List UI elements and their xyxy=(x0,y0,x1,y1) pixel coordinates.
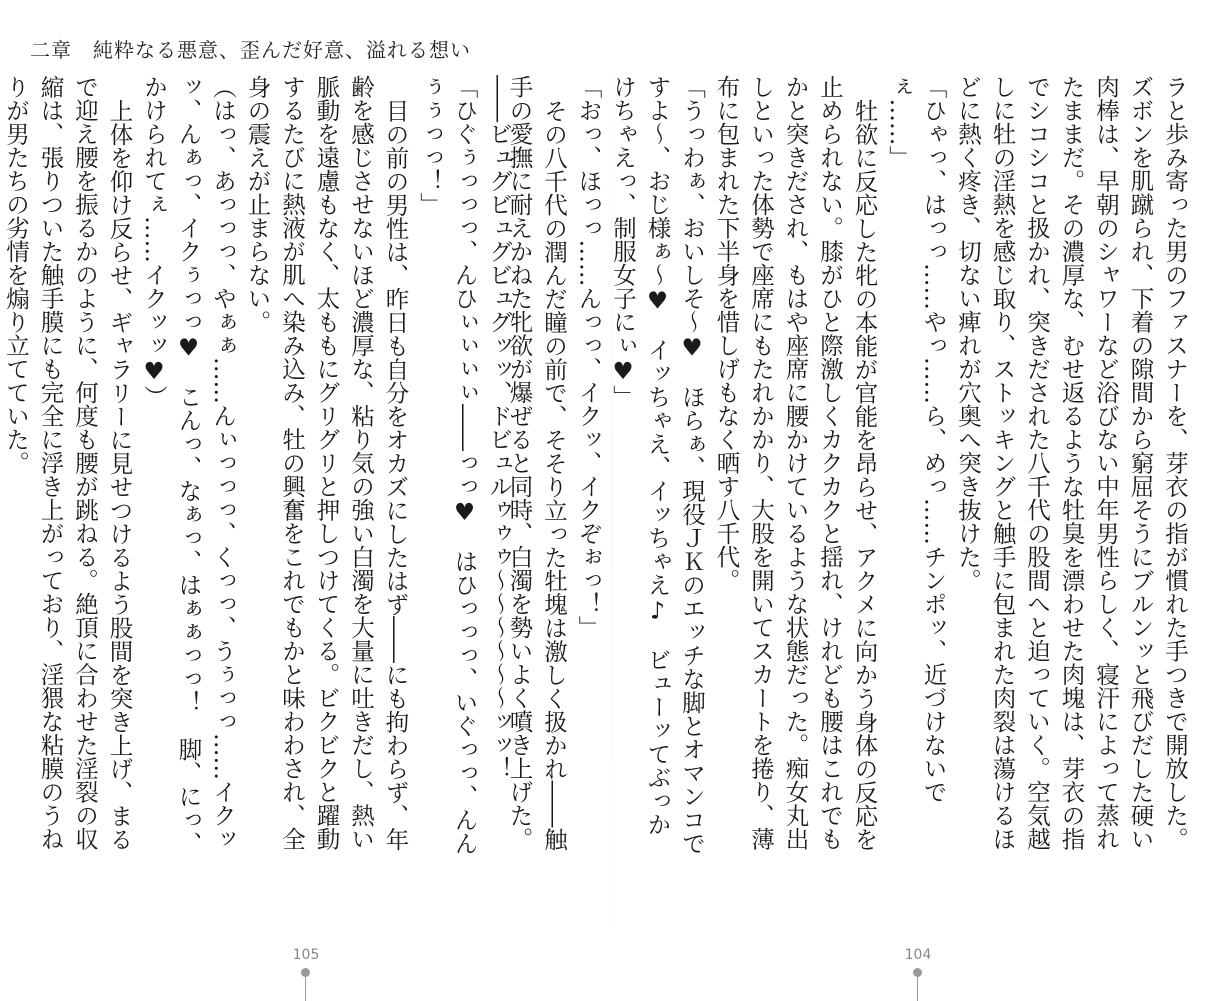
right-paragraph-5: 「おっ、ほっっ……んっっ、イクッ、イクぞぉっ！」 xyxy=(574,75,603,639)
right-page-text xyxy=(505,75,1192,855)
left-paragraph-2: 「ひぐぅっっっ、んひぃぃぃぃ――っっ♥ はひっっっ、いぐっっ、んんぅぅっっ！」 xyxy=(416,75,479,855)
running-head-chapter-title: 二章 純粋なる悪意、歪んだ好意、溢れる想い xyxy=(30,38,471,62)
folio-dot-icon xyxy=(301,968,310,977)
left-paragraph-3: 目の前の男性は、昨日も自分をオカズにしたはず――にも拘わらず、年齢を感じさせないほど濃厚な、粘り気の強い白濁を大量に吐きだし、熱い脈動を遠慮もなく、太ももにグリグリと押しつけてくる。ビクビクと躍動するたびに熱液が肌へ染み込み、牡の興奮をこれでもかと味わわされ、全身の震えが止まらない。 xyxy=(243,75,410,851)
left-paragraph-4: （はっ、あっっっ、やぁぁ……んぃっっっ、くっっ、うぅっっ……イクッッ、んぁっ、イクぅっっ♥ こんっ、なぁっ、はぁぁっっ！ 脚、にっ、かけられてぇ……イクッッ♥） xyxy=(140,75,237,855)
page-number-left: 105 xyxy=(292,947,320,963)
folio-dot-icon xyxy=(913,968,922,977)
page-number-right: 104 xyxy=(904,947,932,963)
right-paragraph-3: 牡欲に反応した牝の本能が官能を昂らせ、アクメに向かう身体の反応を止められない。膝がひと際激しくカクカクと揺れ、けれども腰はこれでもかと突きだされ、もはや座席に腰かけているような状態だった。痴女丸出しといった体勢で座席にもたれかかり、大股を開いてスカートを捲り、薄布に包まれた下半身を惜しげもなく晒す八千代。 xyxy=(712,75,879,851)
right-paragraph-2: 「ひゃっ、はっっ……やっ……ら、めっ……チンポッ、近づけないでぇ……」 xyxy=(885,75,948,804)
left-paragraph-5: 上体を仰け反らせ、ギャラリーに見せつけるよう股間を突き上げ、まるで迎え腰を振るかのように、何度も腰が跳ねる。絶頂に合わせた淫裂の収縮は、張りついた触手膜にも完全に浮き上がっており、淫猥な粘膜のうねりが男たちの劣情を煽り立てていた。 xyxy=(2,75,134,851)
left-paragraph-1: ――ビュグビュグビュグッッ、ドビュルゥゥゥ～～～～～～ッッ！ xyxy=(485,75,513,780)
left-page-text xyxy=(2,75,516,855)
right-paragraph-4: 「うっわぁ、おいしそ～♥ ほらぁ、現役ＪＫのエッチな脚とオマンコですよ～、おじ様ぁ～♥ イッちゃえ、イッちゃえ♪ ビューッてぶっかけちゃえっ、制服女子にぃ♥」 xyxy=(609,75,706,855)
right-paragraph-1: ラと歩み寄った男のファスナーを、芽衣の指が慣れた手つきで開放した。ズボンを肌蹴られ、下着の隙間から窮屈そうにブルンッと飛びだした硬い肉棒は、早朝のシャワーなど浴びない中年男性らしく、寝汗によって蒸れたままだ。その濃厚な、むせ返るような牡臭を漂わせた肉塊は、芽衣の指でシコシコと扱かれ、突きだされた八千代の股間へと迫っていく。空気越しに牡の淫熱を感じ取り、ストッキングと触手に包まれた肉裂は蕩けるほどに熱く疼き、切ない痺れが穴奥へ突き抜けた。 xyxy=(954,75,1189,851)
right-paragraph-6: その八千代の潤んだ瞳の前で、そそり立った牡塊は激しく扱かれ――触手の愛撫に耐えかねた牝欲が爆ぜると同時、白濁を勢いよく噴き上げた。 xyxy=(505,75,568,851)
